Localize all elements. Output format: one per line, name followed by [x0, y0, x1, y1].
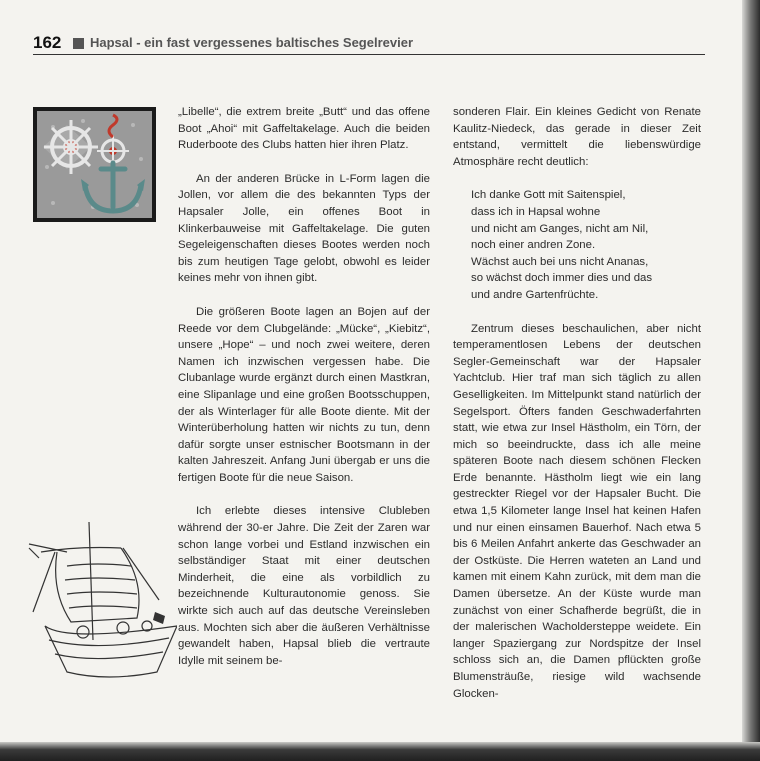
poem-line: Wächst auch bei uns nicht Ananas,: [471, 255, 649, 268]
paragraph: Zentrum dieses beschaulichen, aber nicht temperamentlosen Lebens der deutschen Segler-Gemeinschaft war der Hapsaler Yachtclub. Hier traf man sich täglich zu allen Geselligkeiten. Im Mittelpunkt stand natürlich der Segelsport. Öfters fanden Geschwaderfahrten statt, wie etwa zur Insel Hästholm, ein Törn, der mich so beeindruckte, dass ich alle meine späteren Boote nach diesem schönen Flecken Erde benannte. Hästholm liegt wie ein lang gestreckter Riegel vor der Hapsaler Bucht. Die etwa 1,5 Kilometer lange Insel hat keinen Hafen und nur einen einsamen Bauerhof. Nach etwa 5 bis 6 Meilen Anfahrt ankerte das Geschwader an der Ostküste. Die Herren wateten an Land und kamen mit einem Kahn zurück, mit dem man die Damen übersetze. An der Küste wurde man zunächst von einer Schafherde begrüßt, die in der malerischen Wacholdersteppe weidete. Ein langer Spaziergang zur Nordspitze der Insel schloss sich an, die Damen pflückten große Blumensträuße, riesige wild wachsende Glocken-: [453, 322, 701, 700]
paragraph: sonderen Flair. Ein kleines Gedicht von Renate Kaulitz-Niedeck, das gerade in dieser Zeit entstand, vermittelt die liebenswürdige Atmosphäre recht deutlich:: [453, 106, 701, 168]
paragraph: „Libelle“, die extrem breite „Butt“ und das offene Boot „Ahoi“ mit Gaffeltakelage. Auch die beiden Ruderboote des Clubs hatten hier ihren Platz.: [178, 106, 430, 152]
poem-line: Ich danke Gott mit Saitenspiel,: [471, 189, 626, 202]
poem: [471, 187, 701, 303]
poem-line: und andre Gartenfrüchte.: [471, 288, 599, 301]
page-gutter-shadow: [742, 0, 760, 761]
poem-line: so wächst doch immer dies und das: [471, 272, 653, 285]
running-title: Hapsal - ein fast vergessenes baltisches Segelrevier: [90, 35, 414, 50]
page-number: 162: [33, 33, 62, 52]
sailing-ship-icon: [27, 522, 177, 682]
scan-bottom-edge: [0, 742, 760, 761]
poem-line: dass ich in Hapsal wohne: [471, 205, 601, 218]
paragraph: Ich erlebte dieses intensive Clubleben während der 30-er Jahre. Die Zeit der Zaren war schon lange vorbei und Estland inzwischen ein selbständiger Staat mit einer deutschen Minderheit, die eine als vorbildlich zu bezeichnende Kulturautonomie genoss. Sie wirkte sich auch auf das deutsche Vereinsleben aus. Mochten sich aber die äußeren Verhältnisse gewandelt haben, Hapsal blieb die vertraute Idylle mit seinem be-: [178, 505, 430, 667]
paragraph: An der anderen Brücke in L-Form lagen die Jollen, vor allem die des bekannten Typs der Hapsaler Jolle, ein offenes Boot in Klinkerbauweise mit Gaffeltakelage. Die guten Segeleigenschaften dieses Bootes werden noch bis zum heutigen Tage gelobt, obwohl es leider keines mehr von ihnen gibt.: [178, 172, 430, 285]
header-square-icon: [73, 38, 84, 49]
paragraph: Die größeren Boote lagen an Bojen auf der Reede vor dem Clubgelände: „Mücke“, „Kiebitz“, unsere „Hope“ – und noch zwei weitere, deren Namen ich inzwischen vergessen habe. Die Clubanlage wurde ergänzt durch einen Mastkran, eine Slipanlage und eine großen Bootsschuppen, der als Winterlager für alle Boote diente. Mit der Winterüberholung hatten wir nichts zu tun, denn dafür sorgte unser estnischer Bootsmann in der kalten Jahreszeit. Anfang Juni übergab er uns die fertigen Boote für die neue Saison.: [178, 305, 430, 484]
header-rule: [33, 54, 705, 55]
right-text-column: [453, 104, 701, 719]
page-header: [33, 33, 705, 57]
left-text-column: [178, 104, 430, 686]
poem-line: noch einer andren Zone.: [471, 239, 596, 252]
poem-line: und nicht am Ganges, nicht am Nil,: [471, 222, 649, 235]
anchor-and-ships-wheel-icon: [33, 107, 156, 222]
